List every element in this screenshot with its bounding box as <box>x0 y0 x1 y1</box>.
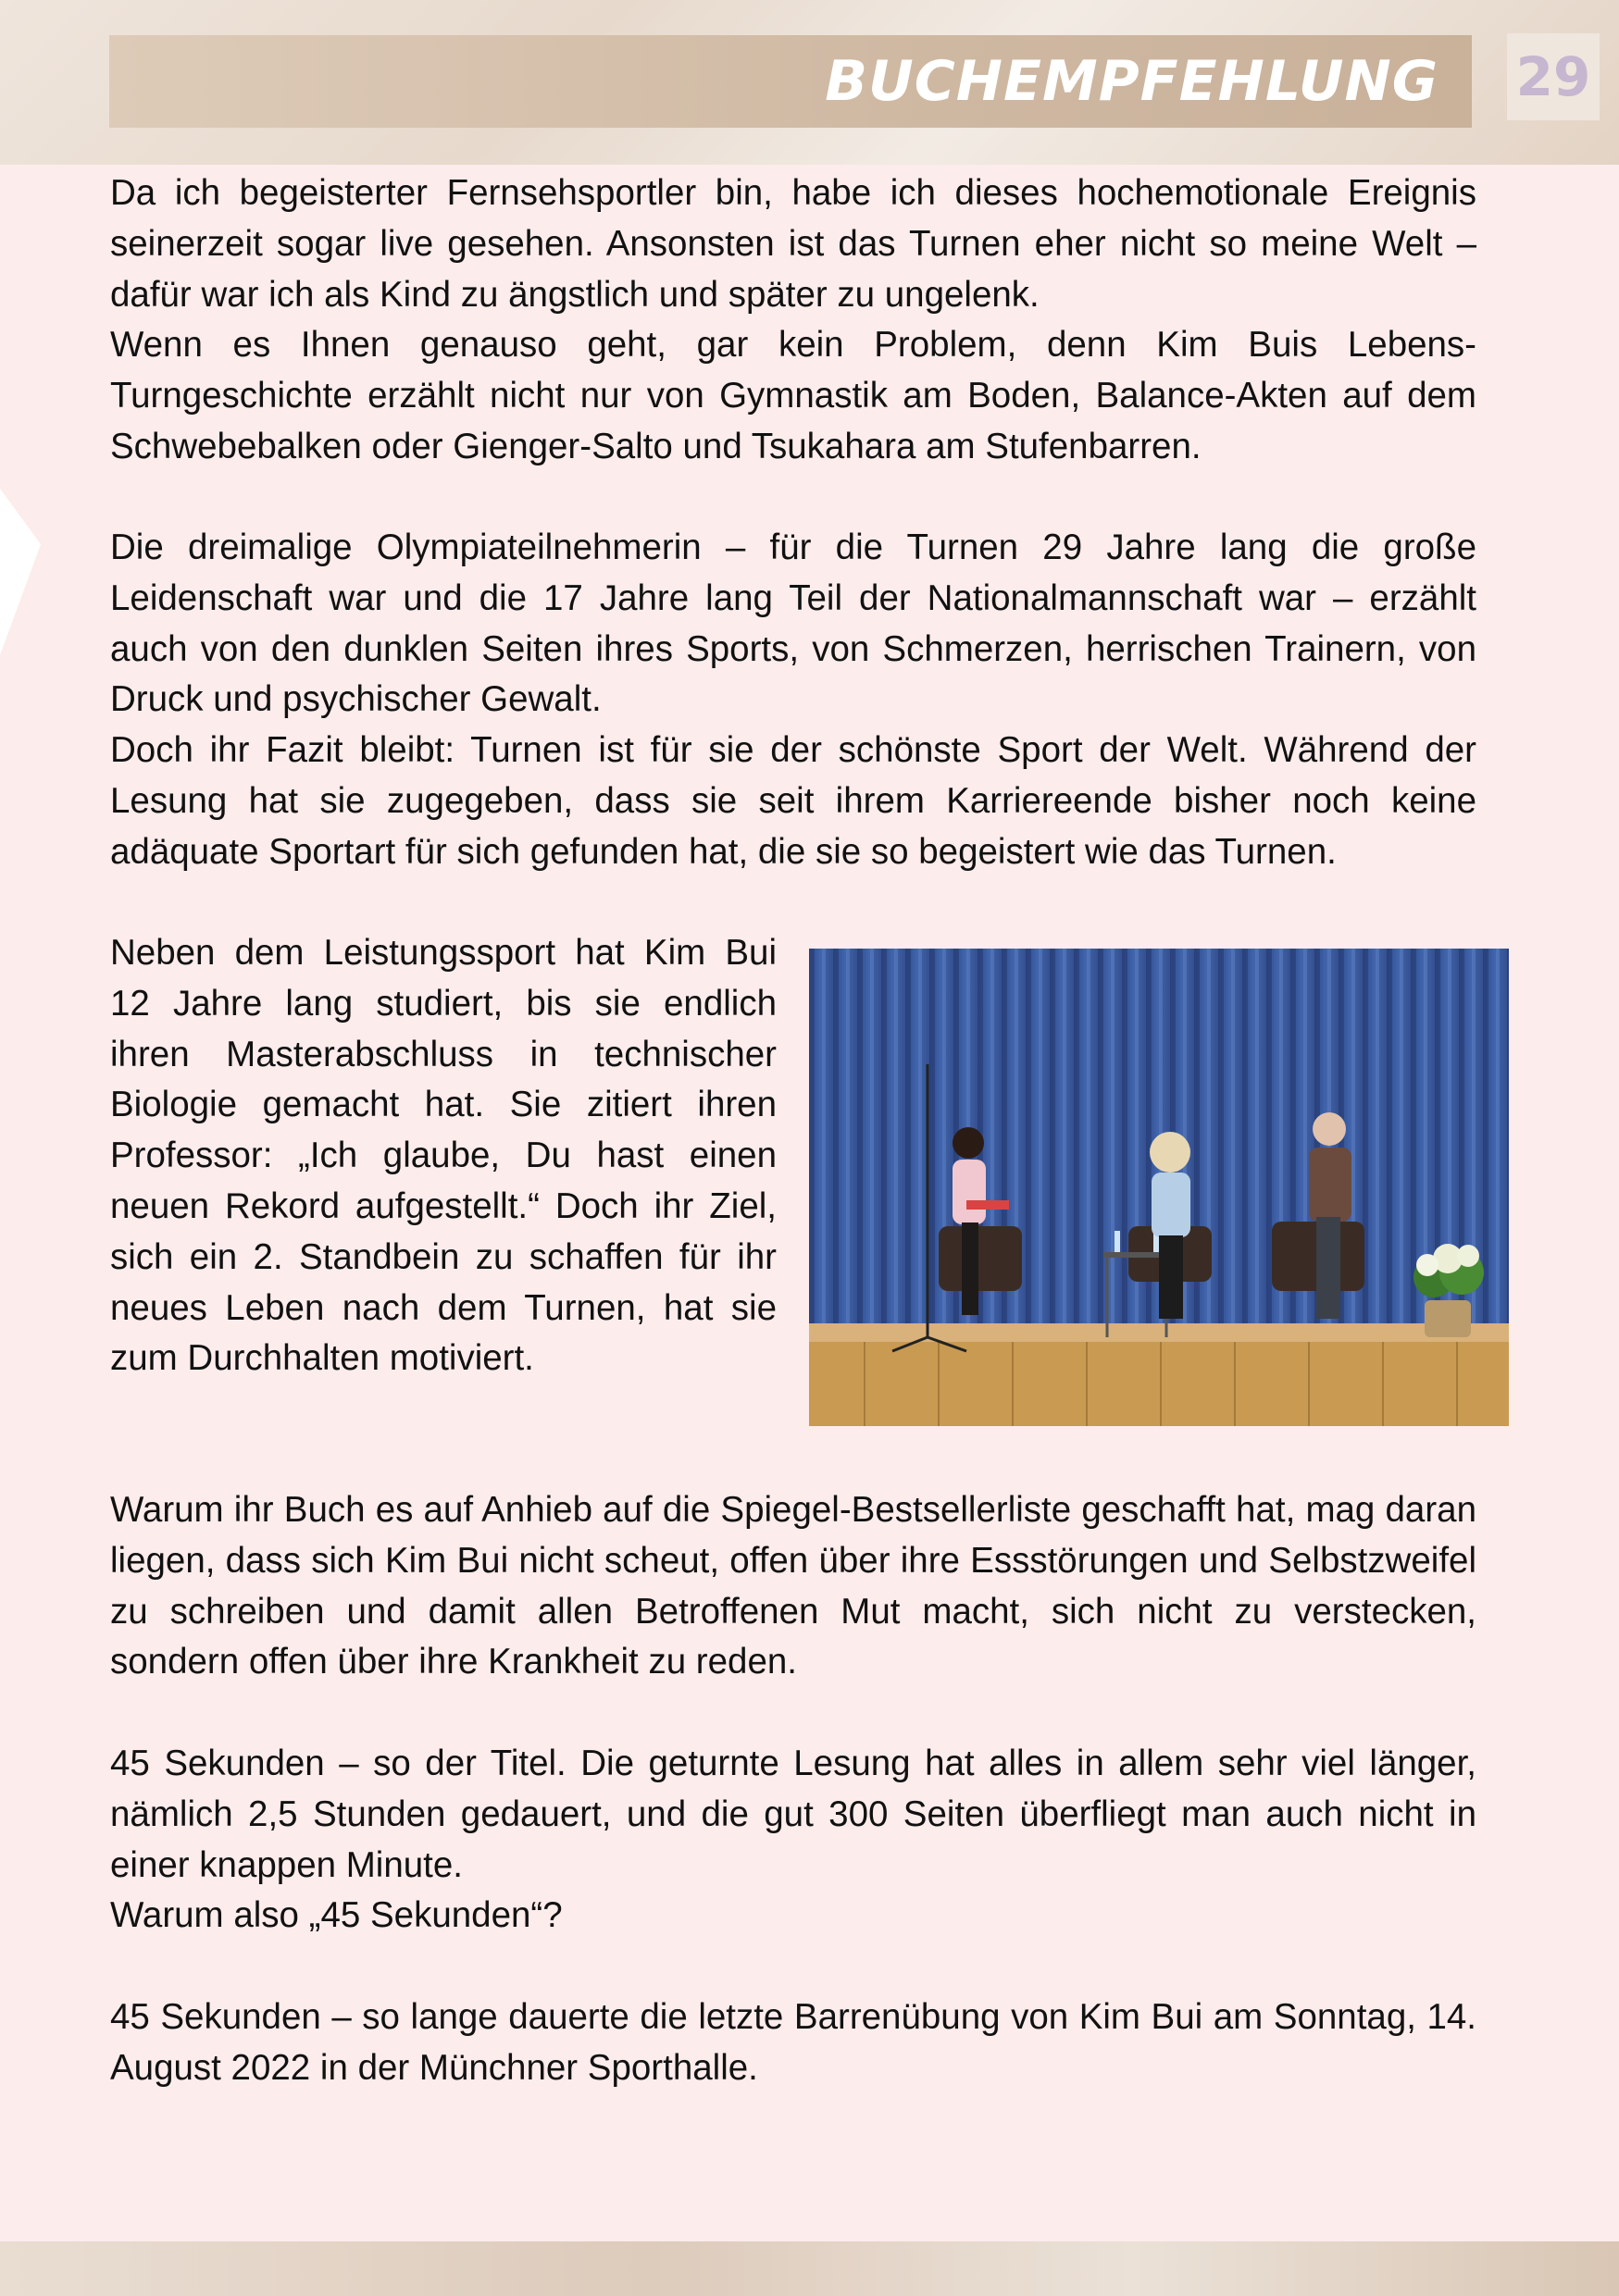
page-number: 29 <box>1515 45 1591 108</box>
reading-event-photo <box>809 949 1509 1426</box>
section-title: BUCHEMPFEHLUNG <box>825 49 1438 114</box>
bottom-texture-band <box>0 2241 1619 2296</box>
paragraph-8: Warum also „45 Sekunden“? <box>110 1895 563 1935</box>
paragraph-1: Da ich begeisterter Fernsehsportler bin, habe ich dieses hochemotionale Ereignis seinerzeit sogar live gesehen. Ansonsten ist das Turnen eher nicht so meine Welt – dafür war ich als Kind zu ängstlich und später zu ungelenk. <box>110 173 1476 315</box>
page-number-box <box>1507 33 1600 120</box>
paragraph-7: 45 Sekunden – so der Titel. Die geturnte Lesung hat alles in allem sehr viel länger, nämlich 2,5 Stunden gedauert, und die gut 300 Seiten überfliegt man auch nicht in einer knappen Minute. <box>110 1744 1476 1885</box>
paragraph-2: Wenn es Ihnen genauso geht, gar kein Problem, denn Kim Buis Lebens-Turngeschichte erzählt nicht nur von Gymnastik am Boden, Balance-Akten auf dem Schwebebalken oder Gienger-Salto und Tsukahara am Stufenbarren. <box>110 325 1476 466</box>
paragraph-6: Warum ihr Buch es auf Anhieb auf die Spiegel-Bestsellerliste geschafft hat, mag daran liegen, dass sich Kim Bui nicht scheut, offen über ihre Essstörungen und Selbstzweifel zu schreiben und damit allen Betroffenen Mut macht, sich nicht zu verstecken, sondern offen über ihre Krankheit zu reden. <box>110 1490 1476 1682</box>
paragraph-9: 45 Sekunden – so lange dauerte die letzte Barrenübung von Kim Bui am Sonntag, 14. August 2022 in der Münchner Sporthalle. <box>110 1997 1476 2088</box>
decorative-edge-mark <box>0 489 41 655</box>
paragraph-4: Doch ihr Fazit bleibt: Turnen ist für sie der schönste Sport der Welt. Während der Lesung hat sie zugegeben, dass sie seit ihrem Karriereende bisher noch keine adäquate Sportart für sich gefunden hat, die sie so begeistert wie das Turnen. <box>110 730 1476 872</box>
paragraph-3: Die dreimalige Olympiateilnehmerin – für die Turnen 29 Jahre lang die große Leidenschaft war und die 17 Jahre lang Teil der Nationalmannschaft war – erzählt auch von den dunklen Seiten ihres Sports, von Schmerzen, herrischen Trainern, von Druck und psychischer Gewalt. <box>110 527 1476 720</box>
section-header <box>109 35 1472 128</box>
stage-scene-illustration <box>809 949 1509 1426</box>
paragraph-5: Neben dem Leistungssport hat Kim Bui 12 Jahre lang studiert, bis sie endlich ihren Masterabschluss in technischer Biologie gemacht hat. Sie zitiert ihren Professor: „Ich glaube, Du hast einen neuen Rekord aufgestellt.“ Doch ihr Ziel, sich ein 2. Standbein zu schaffen für ihr neues Leben nach dem Turnen, hat sie zum Durchhalten motiviert. <box>110 933 777 1379</box>
